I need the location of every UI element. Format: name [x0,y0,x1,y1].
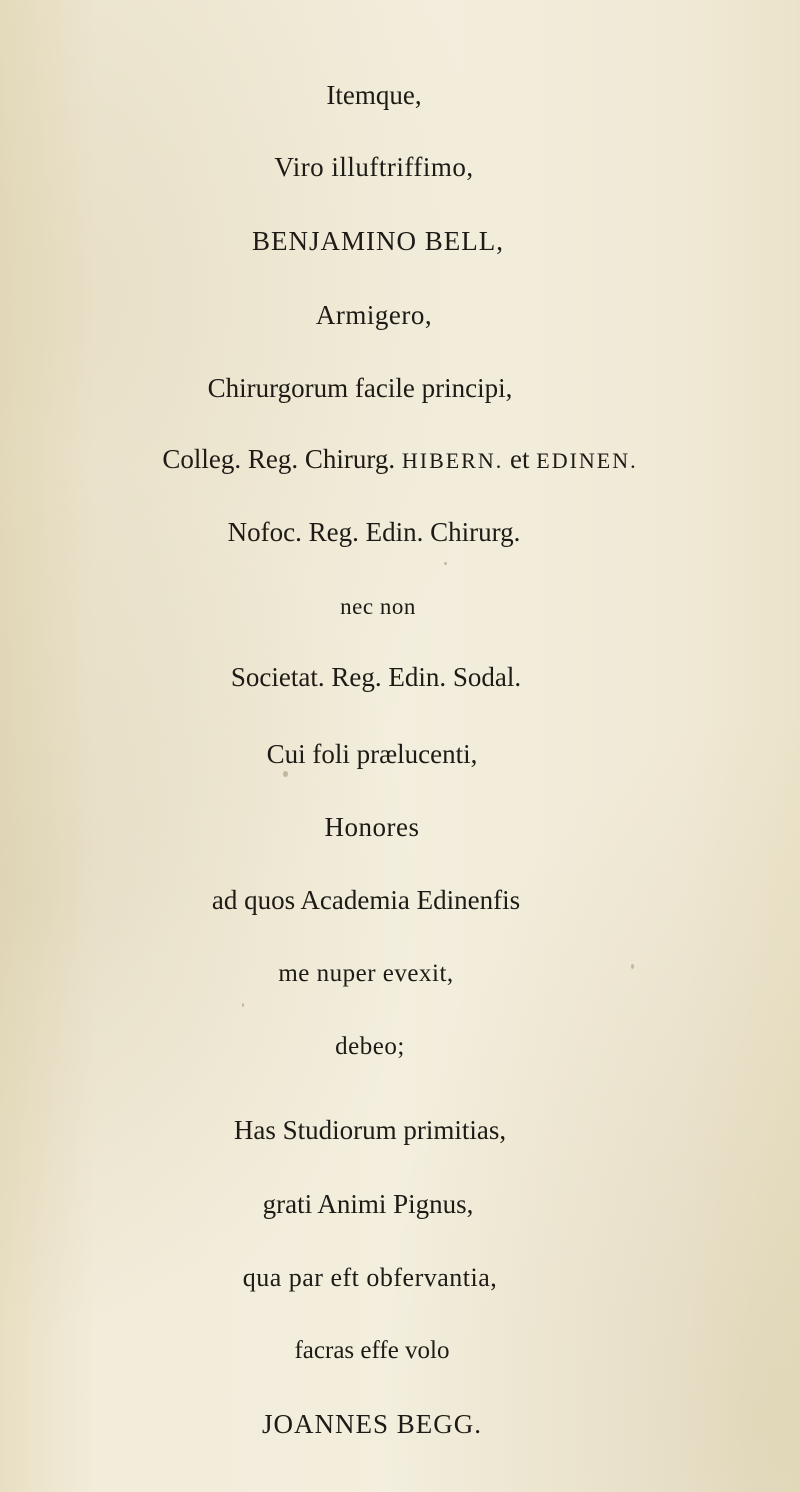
edinen-text: EDINEN. [536,448,638,473]
author-signature: JOANNES BEGG. [261,1409,482,1439]
dedication-line-armigero: Armigero, [315,300,433,330]
dedication-line-debeo: debeo; [335,1033,405,1060]
dedication-line-grati: grati Animi Pignus, [262,1189,474,1219]
hibern-text: HIBERN. [401,448,504,473]
dedicatee-name: BENJAMINO BELL, [252,226,504,256]
dedication-line-viro: Viro illuftriffimo, [274,152,474,182]
dedication-line-me-nuper: me nuper evexit, [278,960,454,987]
dedication-line-colleg [0,446,800,473]
dedication-line-ad-quos: ad quos Academia Edinenfis [211,885,521,915]
dedication-line-honores: Honores [324,812,420,842]
paper-speck [444,562,447,565]
dedication-line-nec-non: nec non [340,594,416,619]
dedication-line-chirurgorum: Chirurgorum facile principi, [207,373,513,403]
dedication-line-cui: Cui foli prælucenti, [266,739,478,769]
colleg-text: Colleg. Reg. Chirurg. [162,444,402,474]
paper-speck [283,771,288,777]
dedication-line-has-studiorum: Has Studiorum primitias, [233,1115,507,1145]
dedication-line-nofoc: Nofoc. Reg. Edin. Chirurg. [227,517,521,547]
paper-speck [242,1003,244,1007]
dedication-line-itemque: Itemque, [326,80,422,110]
dedication-line-societat: Societat. Reg. Edin. Sodal. [230,662,522,692]
dedication-line-qua: qua par eft obfervantia, [242,1263,498,1292]
dedication-line-facras: facras effe volo [294,1337,450,1364]
et-text: et [503,444,537,474]
